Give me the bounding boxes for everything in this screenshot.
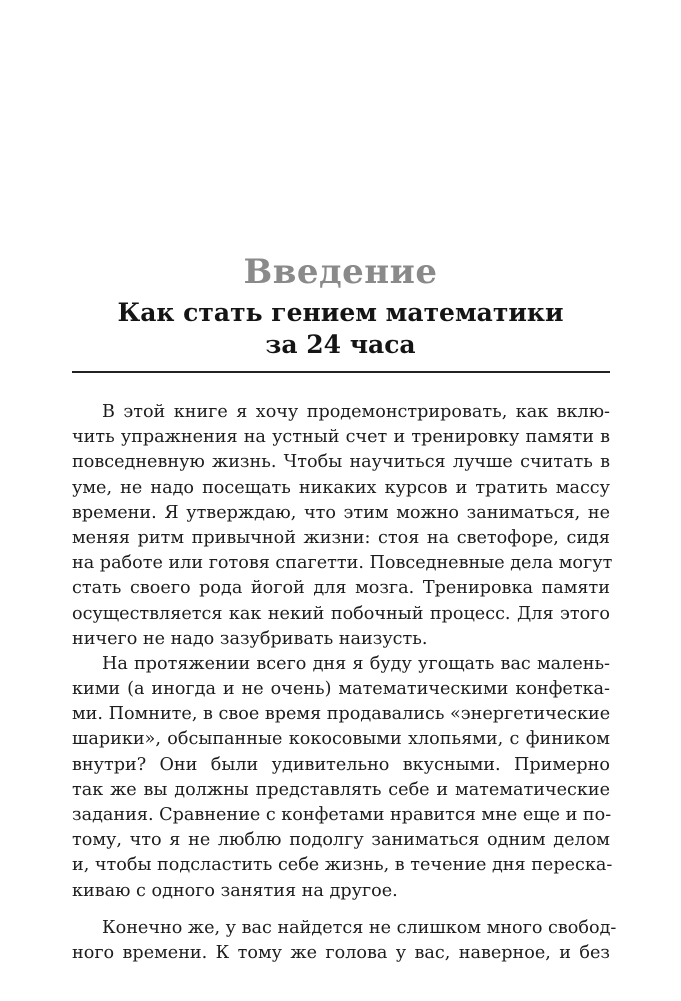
text-line: ничего не надо зазубривать наизусть. <box>72 628 428 649</box>
chapter-title <box>70 297 611 361</box>
paragraph-gap <box>72 904 610 916</box>
text-line: киваю с одного занятия на другое. <box>72 880 398 901</box>
text-line: стать своего рода йогой для мозга. Тренировка памяти <box>72 578 610 599</box>
text-line: шарики», обсыпанные кокосовыми хлопьями, с фиником <box>72 729 610 750</box>
text-line: внутри? Они были удивительно вкусными. Примерно <box>72 754 610 775</box>
text-line: осуществляется как некий побочный процесс. Для этого <box>72 603 610 624</box>
text-line: задания. Сравнение с конфетами нравится мне еще и по- <box>72 805 612 825</box>
text-line: меняя ритм привычной жизни: стоя на светофоре, сидя <box>72 527 610 548</box>
title-divider <box>72 371 610 373</box>
body-text <box>72 400 617 966</box>
chapter-title-line: Как стать гением математики <box>117 298 564 327</box>
text-line: повседневную жизнь. Чтобы научиться лучше считать в <box>72 452 610 473</box>
text-line: на работе или готовя спагетти. Повседневные дела могут <box>72 553 613 574</box>
text-line: Конечно же, у вас найдется не слишком много свобод- <box>102 917 617 938</box>
text-line: и, чтобы подсластить себе жизнь, в течение дня переска- <box>72 855 613 876</box>
text-line: ми. Помните, в свое время продавались «энергетические <box>72 704 611 725</box>
text-line: На протяжении всего дня я буду угощать вас малень- <box>102 653 610 674</box>
chapter-label: Введение <box>243 252 438 292</box>
text-line: уме, не надо посещать никаких курсов и тратить массу <box>72 477 610 498</box>
paragraph <box>72 916 617 966</box>
text-line: В этой книге я хочу продемонстрировать, как вклю- <box>102 402 610 422</box>
text-line: так же вы должны представлять себе и математические <box>72 779 610 800</box>
paragraph <box>72 652 613 904</box>
text-line: тому, что я не люблю подолгу заниматься одним делом <box>72 830 610 851</box>
text-line: времени. Я утверждаю, что этим можно заниматься, не <box>72 502 610 523</box>
text-line: чить упражнения на устный счет и тренировку памяти в <box>72 427 610 448</box>
chapter-title-line: за 24 часа <box>265 330 416 359</box>
text-line: кими (а иногда и не очень) математическими конфетка- <box>72 679 610 700</box>
text-line: ного времени. К тому же голова у вас, наверное, и без <box>72 942 610 963</box>
paragraph <box>72 400 613 652</box>
